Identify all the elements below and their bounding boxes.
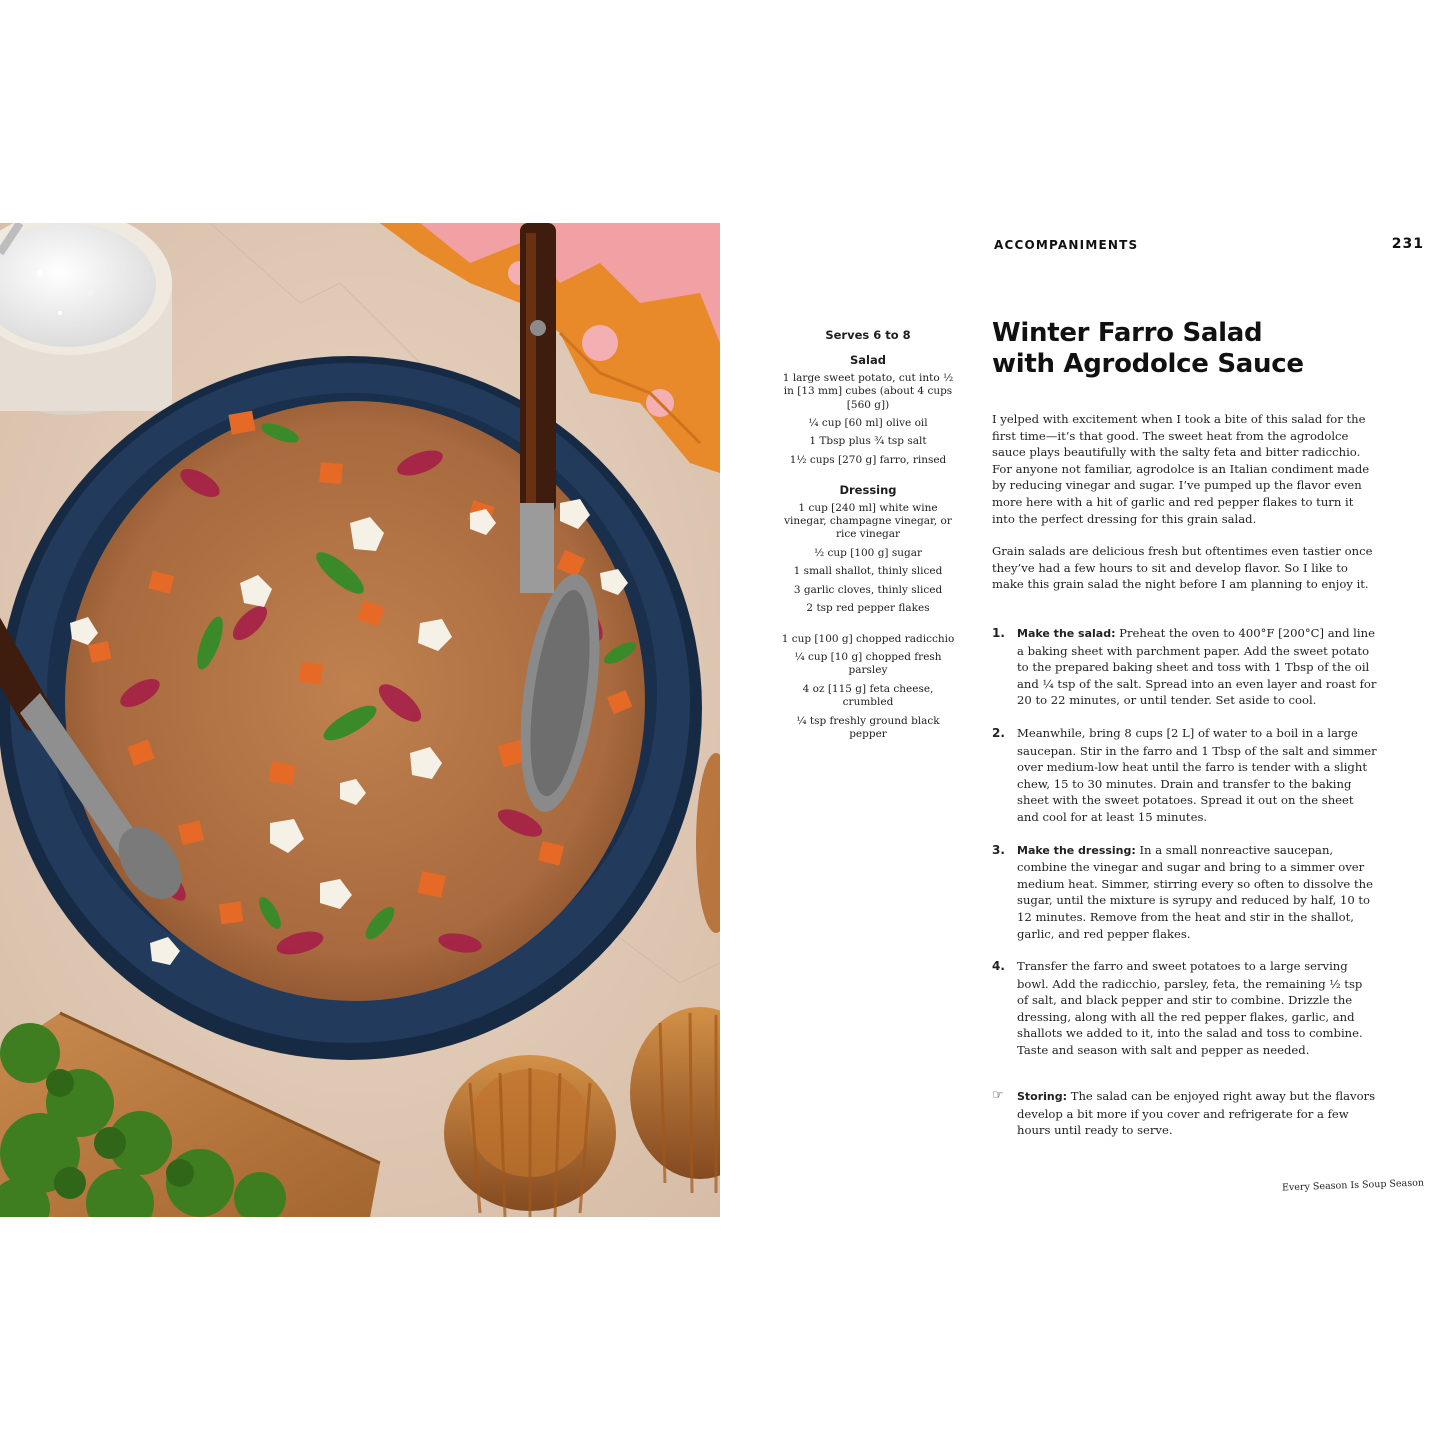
step-lead: Make the dressing: [1017, 843, 1136, 857]
ingredient-item: ½ cup [100 g] sugar [814, 546, 922, 559]
ingredient-item: 1 small shallot, thinly sliced [793, 565, 943, 578]
storing-text: The salad can be enjoyed right away but the flavors develop a bit more if you cover and refrigerate for a few hours until ready to serve. [1017, 1089, 1376, 1138]
ingredient-item: 1 cup [100 g] chopped radicchio [781, 632, 955, 645]
step-text: Transfer the farro and sweet potatoes to a large serving bowl. Add the radicchio, parsley, feta, the remaining ½ tsp of salt, and black pepper and stir to combine. Drizzle the dressing, along with all the red pepper flakes, garlic, and shallots we added to it, into the salad and toss to combine. Taste and season with salt and pepper as needed. [1017, 959, 1363, 1058]
extra-ingredient-list [778, 633, 958, 742]
ingredient-item: 2 tsp red pepper flakes [806, 602, 930, 615]
recipe-title [992, 318, 1412, 380]
ingredient-item: 4 oz [115 g] feta cheese, crumbled [802, 682, 934, 709]
title-line-2: with Agrodolce Sauce [992, 349, 1304, 379]
step-item [992, 958, 1377, 1059]
storing-note [992, 1088, 1377, 1139]
recipe-intro [992, 411, 1377, 609]
step-item [992, 625, 1377, 709]
salad-heading: Salad [850, 353, 886, 368]
step-number: 3. [992, 842, 1005, 857]
page-number: 231 [1391, 236, 1424, 252]
step-text: Meanwhile, bring 8 cups [2 L] of water to a boil in a large saucepan. Stir in the farro and 1 Tbsp of the salt and simmer over medium-low heat until the farro is tender with a slight chew, 15 to 30 minutes. Drain and transfer to the baking sheet with the sweet potatoes. Spread it out on the sheet and cool for at least 15 minutes. [1017, 725, 1377, 824]
serves-label: Serves 6 to 8 [825, 328, 911, 342]
step-item [992, 842, 1377, 943]
ingredient-item: 1 cup [240 ml] white wine vinegar, champagne vinegar, or rice vinegar [784, 501, 952, 541]
step-text: In a small nonreactive saucepan, combine the vinegar and sugar and bring to a simmer over medium heat. Simmer, stirring every so often to dissolve the sugar, until the mixture is syrupy and reduced by half, 10 to 12 minutes. Remove from the heat and stir in the shallot, garlic, and red pepper flakes. [1017, 842, 1373, 941]
section-label: ACCOMPANIMENTS [994, 238, 1139, 252]
ingredient-item: ¼ cup [10 g] chopped fresh parsley [794, 650, 942, 677]
ingredient-item: 1½ cups [270 g] farro, rinsed [789, 453, 947, 466]
intro-paragraph: Grain salads are delicious fresh but oftentimes even tastier once they’ve had a few hours to sit and develop flavor. So I like to make this grain salad the night before I am planning to enjoy it. [992, 544, 1373, 592]
ingredient-item: ¼ tsp freshly ground black pepper [796, 714, 940, 740]
step-number: 4. [992, 959, 1005, 974]
book-title-footer: Every Season Is Soup Season [1281, 1177, 1425, 1194]
salt-cellar [0, 223, 172, 415]
step-lead: Make the salad: [1017, 627, 1116, 640]
intro-paragraph: I yelped with excitement when I took a bite of this salad for the first time—it’s that good. The sweet heat from the agrodolce sauce plays beautifully with the salty feta and bitter radicchio. For anyone not familiar, agrodolce is an Italian condiment made by reducing vinegar and sugar. I’ve pumped up the flavor even more here with a hit of garlic and red pepper flakes to turn it into the perfect dressing for this grain salad. [992, 412, 1370, 526]
step-text: Preheat the oven to 400°F [200°C] and line a baking sheet with parchment paper. Add the sweet potato to the prepared baking sheet and toss with 1 Tbsp of the oil and ¼ tsp of the salt. Spread into an even layer and roast for 20 to 22 minutes, or until tender. Set aside to cool. [1017, 626, 1377, 708]
ingredients-column [778, 329, 958, 746]
salad-ingredient-list [778, 372, 958, 467]
pointing-hand-icon: ☞ [992, 1088, 1004, 1103]
ingredient-item: 3 garlic cloves, thinly sliced [793, 583, 943, 596]
step-item [992, 725, 1377, 826]
food-photo [0, 223, 720, 1217]
ingredient-item: 1 large sweet potato, cut into ½ in [13 mm] cubes (about 4 cups [560 g]) [782, 371, 954, 411]
storing-lead: Storing: [1017, 1090, 1068, 1103]
method-steps [992, 625, 1377, 1075]
dressing-heading: Dressing [839, 483, 897, 498]
ingredient-item: 1 Tbsp plus ¾ tsp salt [809, 435, 927, 448]
dressing-ingredient-list [778, 502, 958, 616]
step-number: 2. [992, 725, 1005, 740]
title-line-1: Winter Farro Salad [992, 318, 1263, 348]
step-number: 1. [992, 626, 1005, 640]
ingredient-item: ¼ cup [60 ml] olive oil [808, 417, 928, 430]
serving-bowl [0, 356, 702, 1060]
